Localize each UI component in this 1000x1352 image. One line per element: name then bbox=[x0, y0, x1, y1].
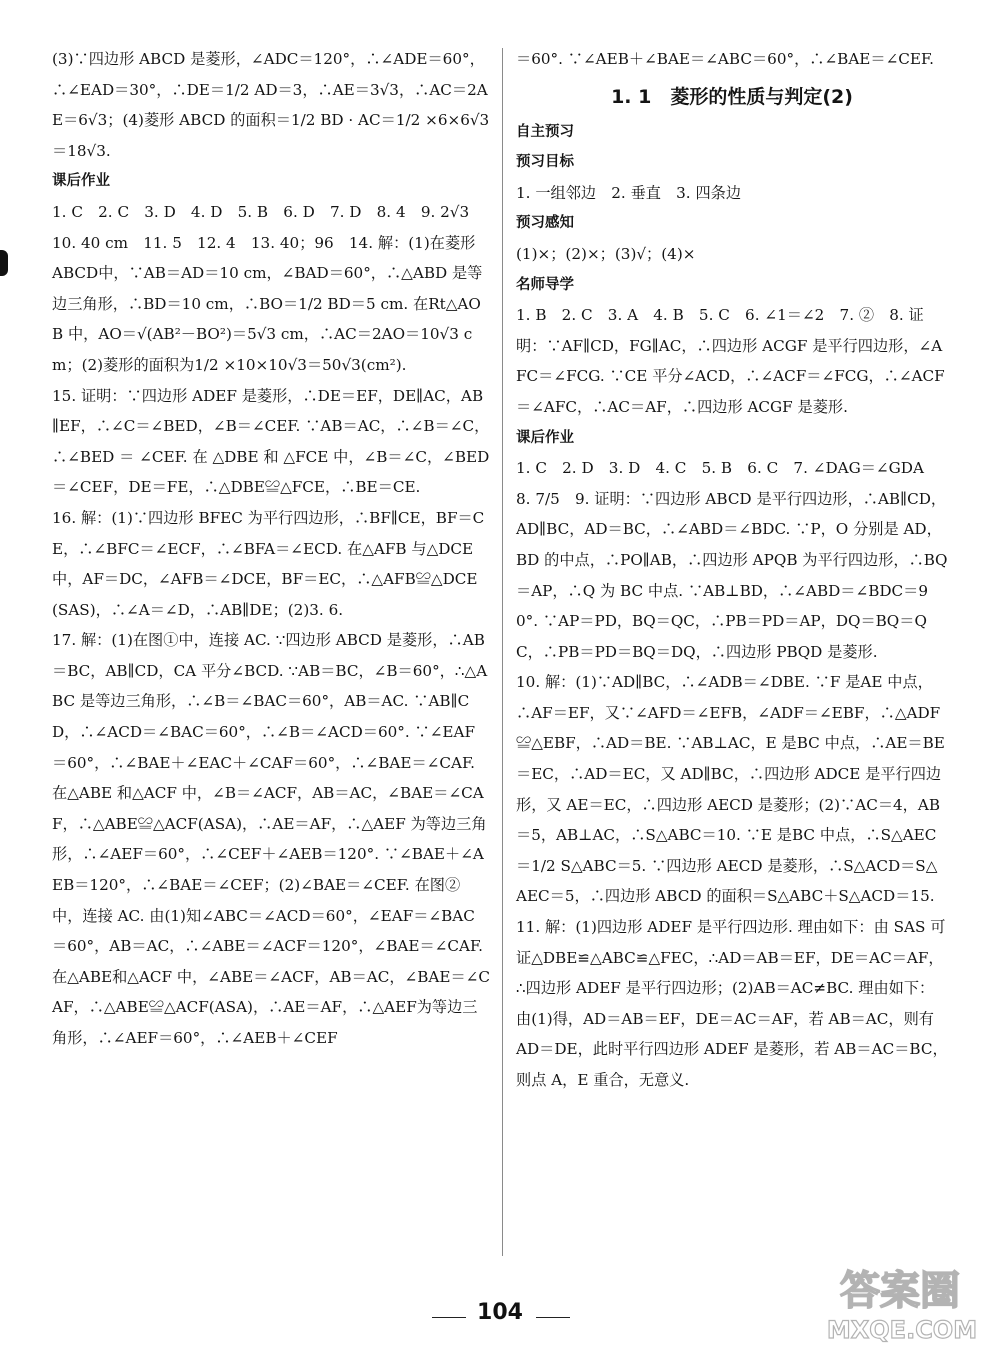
right-column-heading: 自主预习 bbox=[516, 123, 574, 140]
right-column-heading: 预习目标 bbox=[516, 154, 574, 171]
right-column-paragraph: 10. 解：(1)∵AD∥BC，∴∠ADB＝∠DBE. ∵F 是AE 中点，∴AF＝EF，又∵∠AFD＝∠EFB，∠ADF＝∠EBF，∴△ADF≌△EBF，∴AD＝BE. ∵AB⊥AC，E 是BC 中点，∴AE＝BE＝EC，∴AD＝EC，又 AD∥BC，∴四边形 ADCE 是平行四边形，又 AE＝EC，∴四边形 AECD 是菱形；(2)∵AC＝4，AB＝5，AB⊥AC，∴S△ABC＝10. ∵E 是BC 中点，∴S△AEC＝1/2 S△ABC＝5. ∵四边形 AECD 是菱形，∴S△ACD＝S△AEC＝5，∴四边形 ABCD 的面积＝S△ABC＋S△ACD＝15. 11. 解：(1)四边形 ADEF 是平行四边形. 理由如下：由 SAS 可证△DBE≌△ABC≌△FEC，∴AD＝AB＝EF，DE＝AC＝AF，∴四边形 ADEF 是平行四边形；(2)AB＝AC≠BC. 理由如下：由(1)得，AD＝AB＝EF，DE＝AC＝AF，若 AB＝AC，则有 AD＝DE，此时平行四边形 ADEF 是菱形，若 AB＝AC＝BC，则点 A，E 重合，无意义. bbox=[516, 673, 950, 1089]
page-number-dash-right bbox=[536, 1317, 570, 1318]
watermark-logo-icon bbox=[810, 1254, 990, 1346]
watermark-title: 答案圈 bbox=[840, 1268, 960, 1314]
right-column-heading: 课后作业 bbox=[516, 429, 574, 446]
right-column-heading: 名师导学 bbox=[516, 276, 574, 293]
right-column-paragraph: 1. B 2. C 3. A 4. B 5. C 6. ∠1＝∠2 7. ② 8. 证明：∵AF∥CD，FG∥AC，∴四边形 ACGF 是平行四边形，∠AFC＝∠FCG. ∵CE 平分∠ACD，∴∠ACF＝∠FCG，∴∠ACF＝∠AFC，∴AC＝AF，∴四边形 ACGF 是菱形. bbox=[516, 306, 945, 416]
right-column-heading: 预习感知 bbox=[516, 215, 574, 232]
page-number: 104 bbox=[477, 1300, 523, 1325]
left-column-paragraph: 15. 证明：∵四边形 ADEF 是菱形，∴DE＝EF，DE∥AC，AB∥EF，∴∠C＝∠BED，∠B＝∠CEF. ∵AB＝AC，∴∠B＝∠C，∴∠BED ＝ ∠CEF. 在 △DBE 和 △FCE 中，∠B＝∠C，∠BED＝∠CEF，DE＝FE，∴△DBE≌△FCE，∴BE＝CE. bbox=[52, 386, 490, 497]
watermark-url: MXQE.COM bbox=[826, 1316, 978, 1344]
column-divider bbox=[502, 48, 503, 1256]
left-column-paragraph: 1. C 2. C 3. D 4. D 5. B 6. D 7. D 8. 4 9. 2√3 bbox=[52, 202, 470, 221]
left-column-heading: 课后作业 bbox=[52, 173, 110, 190]
right-column bbox=[516, 44, 948, 1096]
page-edge-mark bbox=[0, 250, 8, 276]
right-column-section-title: 1. 1 菱形的性质与判定(2) bbox=[611, 85, 853, 108]
right-column-paragraph: 1. C 2. D 3. D 4. C 5. B 6. C 7. ∠DAG＝∠GDA bbox=[516, 459, 924, 478]
left-column-paragraph: 17. 解：(1)在图①中，连接 AC. ∵四边形 ABCD 是菱形，∴AB＝BC，AB∥CD，CA 平分∠BCD. ∵AB＝BC，∠B＝60°，∴△ABC 是等边三角形，∴∠B＝∠BAC＝60°，AB＝AC. ∵AB∥CD，∴∠ACD＝∠BAC＝60°，∴∠B＝∠ACD＝60°. ∵∠EAF＝60°，∴∠BAE＋∠EAC＋∠CAF＝60°，∴∠BAE＝∠CAF. 在△ABE 和△ACF 中，∠B＝∠ACF，AB＝AC，∠BAE＝∠CAF，∴△ABE≌△ACF(ASA)，∴AE＝AF，∴△AEF 为等边三角形，∴∠AEF＝60°，∴∠CEF＋∠AEB＝120°. ∵∠BAE＋∠AEB＝120°，∴∠BAE＝∠CEF；(2)∠BAE＝∠CEF. 在图②中，连接 AC. 由(1)知∠ABC＝∠ACD＝60°，∠EAF＝∠BAC＝60°，AB＝AC，∴∠ABE＝∠ACF＝120°，∠BAE＝∠CAF. 在△ABE和△ACF 中，∠ABE＝∠ACF，AB＝AC，∠BAE＝∠CAF，∴△ABE≌△ACF(ASA)，∴AE＝AF，∴△AEF为等边三角形，∴∠AEF＝60°，∴∠AEB＋∠CEF bbox=[52, 631, 491, 1047]
right-column-paragraph: 8. 7/5 9. 证明：∵四边形 ABCD 是平行四边形，∴AB∥CD，AD∥BC，AD＝BC，∴∠ABD＝∠BDC. ∵P，O 分别是 AD，BD 的中点，∴PO∥AB，∴四边形 APQB 为平行四边形，∴BQ＝AP，∴Q 为 BC 中点. ∵AB⊥BD，∴∠ABD＝∠BDC＝90°. ∵AP＝PD，BQ＝QC，∴PB＝PD＝AP，DQ＝BQ＝QC，∴PB＝PD＝BQ＝DQ，∴四边形 PBQD 是菱形. bbox=[516, 489, 948, 661]
left-column-paragraph: (3)∵四边形 ABCD 是菱形，∠ADC＝120°，∴∠ADE＝60°，∴∠EAD＝30°，∴DE＝1/2 AD＝3，∴AE＝3√3，∴AC＝2AE＝6√3；(4)菱形 ABCD 的面积＝1/2 BD · AC＝1/2 ×6×6√3＝18√3. bbox=[52, 50, 490, 160]
right-column-paragraph: ＝60°. ∵∠AEB＋∠BAE＝∠ABC＝60°，∴∠BAE＝∠CEF. bbox=[516, 50, 935, 68]
right-column-paragraph: (1)×；(2)×；(3)√；(4)× bbox=[516, 244, 696, 263]
left-column bbox=[52, 44, 490, 1054]
left-column-paragraph: 16. 解：(1)∵四边形 BFEC 为平行四边形，∴BF∥CE，BF＝CE，∴∠BFC＝∠ECF，∴∠BFA＝∠ECD. 在△AFB 与△DCE 中，AF＝DC，∠AFB＝∠DCE，BF＝EC，∴△AFB≌△DCE(SAS)，∴∠A＝∠D，∴AB∥DE；(2)3. 6. bbox=[52, 508, 485, 619]
right-column-paragraph: 1. 一组邻边 2. 垂直 3. 四条边 bbox=[516, 183, 742, 202]
left-column-paragraph: 10. 40 cm 11. 5 12. 4 13. 40；96 14. 解：(1)在菱形 ABCD中，∵AB＝AD＝10 cm，∠BAD＝60°，∴△ABD 是等边三角形，∴BD＝10 cm，∴BO＝1/2 BD＝5 cm. 在Rt△AOB 中，AO＝√(AB²－BO²)＝5√3 cm，∴AC＝2AO＝10√3 cm；(2)菱形的面积为1/2 ×10×10√3＝50√3(cm²). bbox=[52, 233, 483, 374]
